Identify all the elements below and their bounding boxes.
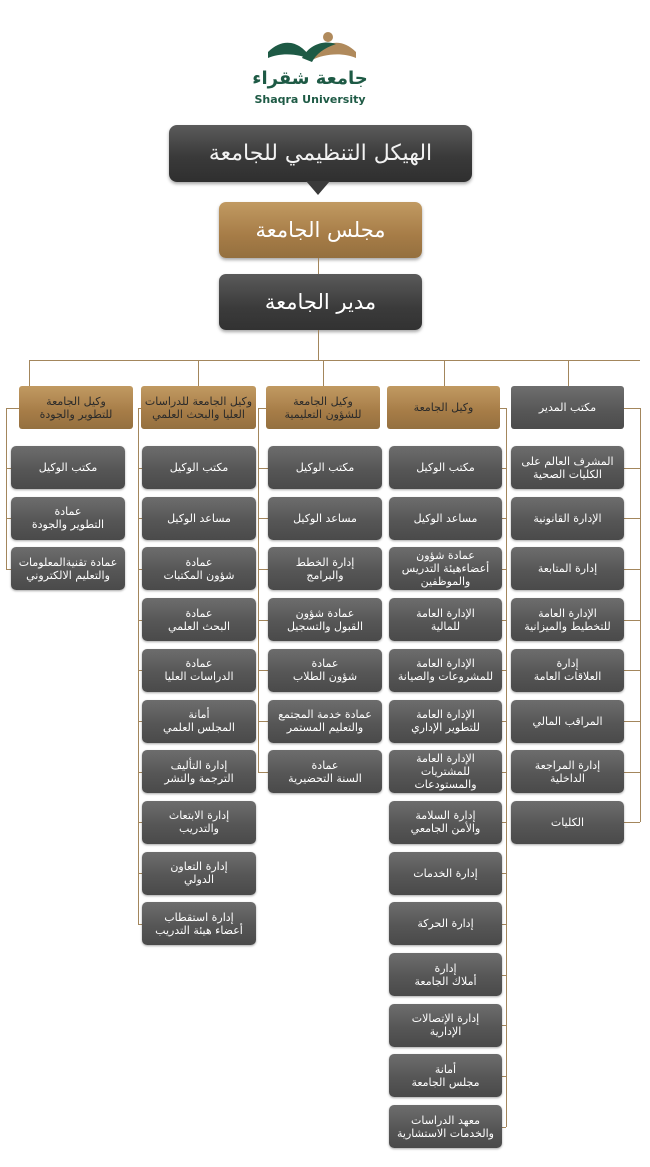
connector-drop-research: [198, 360, 199, 386]
column-head-office: مكتب المدير: [511, 386, 624, 429]
connector-node-stub-vice: [502, 873, 506, 874]
connector-node-stub-vice: [502, 1127, 506, 1128]
connector-node-stub-vice: [502, 822, 506, 823]
connector-president-branch: [318, 330, 319, 360]
unit-box-vice: مكتب الوكيل: [389, 446, 502, 489]
connector-node-stub-vice: [502, 1025, 506, 1026]
connector-head-stub-development: [6, 408, 19, 409]
unit-box-vice: الإدارة العامة للتطوير الإداري: [389, 700, 502, 743]
unit-box-development: مكتب الوكيل: [11, 446, 125, 489]
unit-box-research: إدارة استقطاب أعضاء هيئة التدريب: [142, 902, 256, 945]
unit-box-vice: عمادة شؤون أعضاءهيئة التدريس والموظفين: [389, 547, 502, 590]
university-president-box: مدير الجامعة: [219, 274, 422, 330]
unit-box-vice: إدارة الإتصالات الإدارية: [389, 1004, 502, 1047]
title-pointer: [306, 181, 330, 195]
unit-box-vice: الإدارة العامة للمشروعات والصيانة: [389, 649, 502, 692]
unit-box-academic: عمادة شؤون القبول والتسجيل: [268, 598, 382, 641]
connector-node-stub-vice: [502, 518, 506, 519]
connector-node-stub-academic: [258, 468, 268, 469]
column-head-research: وكيل الجامعة للدراسات العليا والبحث العلمي: [141, 386, 256, 429]
logo-arabic-text: جامعة شقراء: [252, 68, 368, 89]
connector-node-stub-academic: [258, 569, 268, 570]
column-head-vice: وكيل الجامعة: [387, 386, 500, 429]
connector-node-stub-vice: [502, 1076, 506, 1077]
connector-drop-development: [29, 360, 30, 386]
unit-box-research: أمانة المجلس العلمي: [142, 700, 256, 743]
chart-title: الهيكل التنظيمي للجامعة: [169, 125, 472, 182]
unit-box-academic: مساعد الوكيل: [268, 497, 382, 540]
connector-node-stub-academic: [258, 518, 268, 519]
connector-spine-office: [640, 408, 641, 823]
unit-box-office: إدارة المراجعة الداخلية: [511, 750, 624, 793]
unit-box-research: عمادة الدراسات العليا: [142, 649, 256, 692]
unit-box-research: مساعد الوكيل: [142, 497, 256, 540]
connector-node-stub-vice: [502, 569, 506, 570]
unit-box-academic: عمادة شؤون الطلاب: [268, 649, 382, 692]
unit-box-vice: معهد الدراسات والخدمات الاستشارية: [389, 1105, 502, 1148]
connector-node-stub-academic: [258, 772, 268, 773]
connector-node-stub-vice: [502, 924, 506, 925]
unit-box-academic: مكتب الوكيل: [268, 446, 382, 489]
unit-box-vice: الإدارة العامة للمشتريات والمستودعات: [389, 750, 502, 793]
connector-node-stub-vice: [502, 721, 506, 722]
unit-box-vice: إدارة السلامة والأمن الجامعي: [389, 801, 502, 844]
unit-box-academic: عمادة السنة التحضيرية: [268, 750, 382, 793]
unit-box-vice: أمانة مجلس الجامعة: [389, 1054, 502, 1097]
unit-box-office: إدارة العلاقات العامة: [511, 649, 624, 692]
unit-box-research: إدارة التأليف الترجمة والنشر: [142, 750, 256, 793]
connector-head-stub-research: [138, 408, 141, 409]
unit-box-research: مكتب الوكيل: [142, 446, 256, 489]
connector-node-stub-office: [624, 822, 640, 823]
unit-box-vice: مساعد الوكيل: [389, 497, 502, 540]
unit-box-office: إدارة المتابعة: [511, 547, 624, 590]
connector-node-stub-vice: [502, 772, 506, 773]
connector-node-stub-office: [624, 670, 640, 671]
unit-box-office: الإدارة القانونية: [511, 497, 624, 540]
horizontal-branch-line: [29, 360, 640, 361]
unit-box-academic: عمادة خدمة المجتمع والتعليم المستمر: [268, 700, 382, 743]
unit-box-vice: إدارة الحركة: [389, 902, 502, 945]
unit-box-research: عمادة شؤون المكتبات: [142, 547, 256, 590]
connector-node-stub-office: [624, 468, 640, 469]
connector-drop-office: [568, 360, 569, 386]
connector-head-stub-vice: [500, 408, 506, 409]
logo-dot: [323, 32, 333, 42]
connector-spine-development: [6, 408, 7, 569]
connector-drop-vice: [444, 360, 445, 386]
connector-node-stub-academic: [258, 620, 268, 621]
unit-box-vice: إدارة الخدمات: [389, 852, 502, 895]
connector-node-stub-office: [624, 569, 640, 570]
connector-node-stub-office: [624, 721, 640, 722]
connector-node-stub-vice: [502, 620, 506, 621]
unit-box-research: إدارة الابتعاث والتدريب: [142, 801, 256, 844]
unit-box-vice: الإدارة العامة للمالية: [389, 598, 502, 641]
unit-box-office: الكليات: [511, 801, 624, 844]
unit-box-development: عمادة التطوير والجودة: [11, 497, 125, 540]
connector-council-president: [318, 258, 319, 274]
university-council-box: مجلس الجامعة: [219, 202, 422, 258]
connector-head-stub-academic: [258, 408, 266, 409]
connector-node-stub-vice: [502, 670, 506, 671]
unit-box-development: عمادة تقنيةالمعلومات والتعليم الالكتروني: [11, 547, 125, 590]
connector-node-stub-office: [624, 772, 640, 773]
unit-box-office: الإدارة العامة للتخطيط والميزانية: [511, 598, 624, 641]
connector-node-stub-office: [624, 620, 640, 621]
unit-box-research: عمادة البحث العلمي: [142, 598, 256, 641]
connector-spine-vice: [506, 408, 507, 1127]
connector-head-stub-office: [624, 408, 640, 409]
connector-node-stub-vice: [502, 468, 506, 469]
connector-node-stub-academic: [258, 721, 268, 722]
connector-spine-academic: [258, 408, 259, 772]
column-head-academic: وكيل الجامعة للشؤون التعليمية: [266, 386, 380, 429]
unit-box-office: المشرف العالم على الكليات الصحية: [511, 446, 624, 489]
unit-box-academic: إدارة الخطط والبرامج: [268, 547, 382, 590]
university-logo: [262, 28, 362, 72]
connector-spine-research: [138, 408, 139, 924]
unit-box-vice: إدارة أملاك الجامعة: [389, 953, 502, 996]
unit-box-office: المراقب المالي: [511, 700, 624, 743]
column-head-development: وكيل الجامعة للتطوير والجودة: [19, 386, 133, 429]
logo-english-text: Shaqra University: [254, 93, 366, 106]
connector-node-stub-vice: [502, 975, 506, 976]
connector-drop-academic: [323, 360, 324, 386]
connector-node-stub-academic: [258, 670, 268, 671]
connector-node-stub-office: [624, 518, 640, 519]
unit-box-research: إدارة التعاون الدولي: [142, 852, 256, 895]
